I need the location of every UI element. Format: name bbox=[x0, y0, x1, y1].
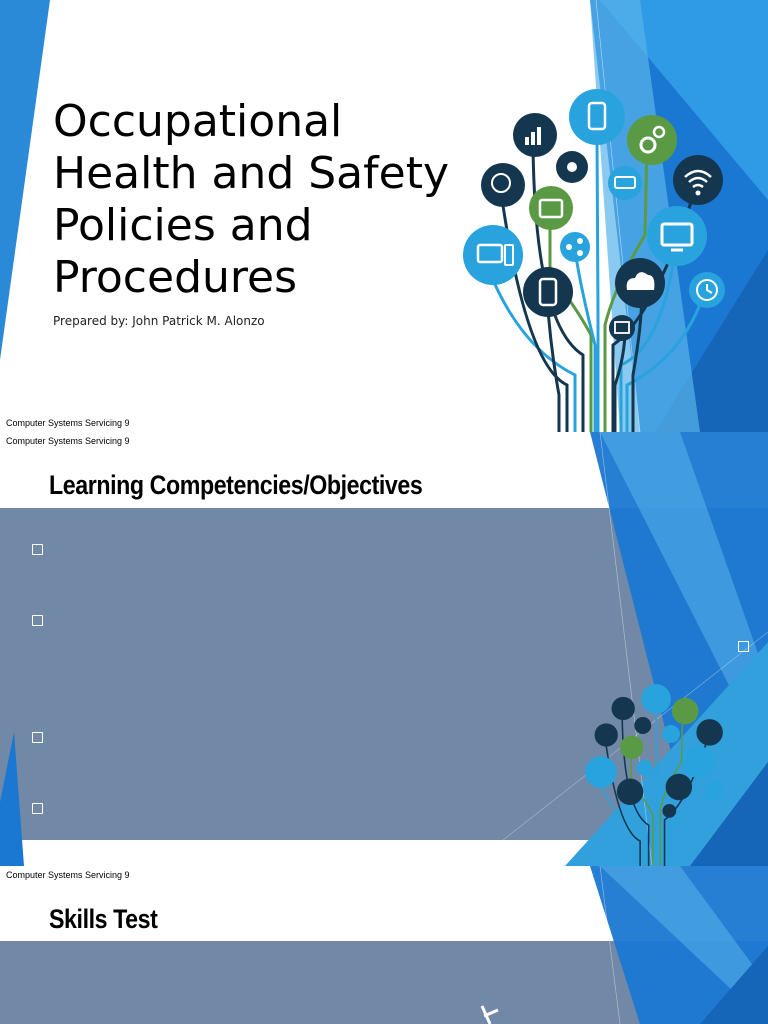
title-line: Procedures bbox=[53, 252, 297, 303]
technology-tree-illustration bbox=[455, 85, 735, 432]
technology-tree-illustration bbox=[580, 682, 730, 866]
title-slide bbox=[0, 0, 768, 432]
objective-bullet bbox=[32, 615, 43, 626]
slide-heading: Learning Competencies/Objectives bbox=[49, 470, 423, 500]
title-line: Occupational bbox=[53, 96, 343, 147]
slide-footer: Computer Systems Servicing 9 bbox=[6, 870, 130, 880]
title-line: Health and Safety bbox=[53, 148, 449, 199]
objective-bullet bbox=[32, 544, 43, 555]
icon-circles bbox=[463, 89, 725, 341]
slide-footer: Computer Systems Servicing 9 bbox=[6, 418, 130, 428]
prepared-by: Prepared by: John Patrick M. Alonzo bbox=[53, 314, 265, 328]
slide-footer: Computer Systems Servicing 9 bbox=[6, 436, 130, 446]
objective-bullet bbox=[32, 803, 43, 814]
objectives-slide bbox=[0, 432, 768, 866]
objective-bullet bbox=[32, 732, 43, 743]
title-line: Policies and bbox=[53, 200, 313, 251]
slide-heading: Skills Test bbox=[49, 904, 158, 934]
skills-test-slide bbox=[0, 866, 768, 1024]
slide-title bbox=[53, 96, 473, 304]
slide-background-shapes bbox=[0, 866, 768, 1024]
empty-placeholder-box bbox=[738, 641, 749, 652]
